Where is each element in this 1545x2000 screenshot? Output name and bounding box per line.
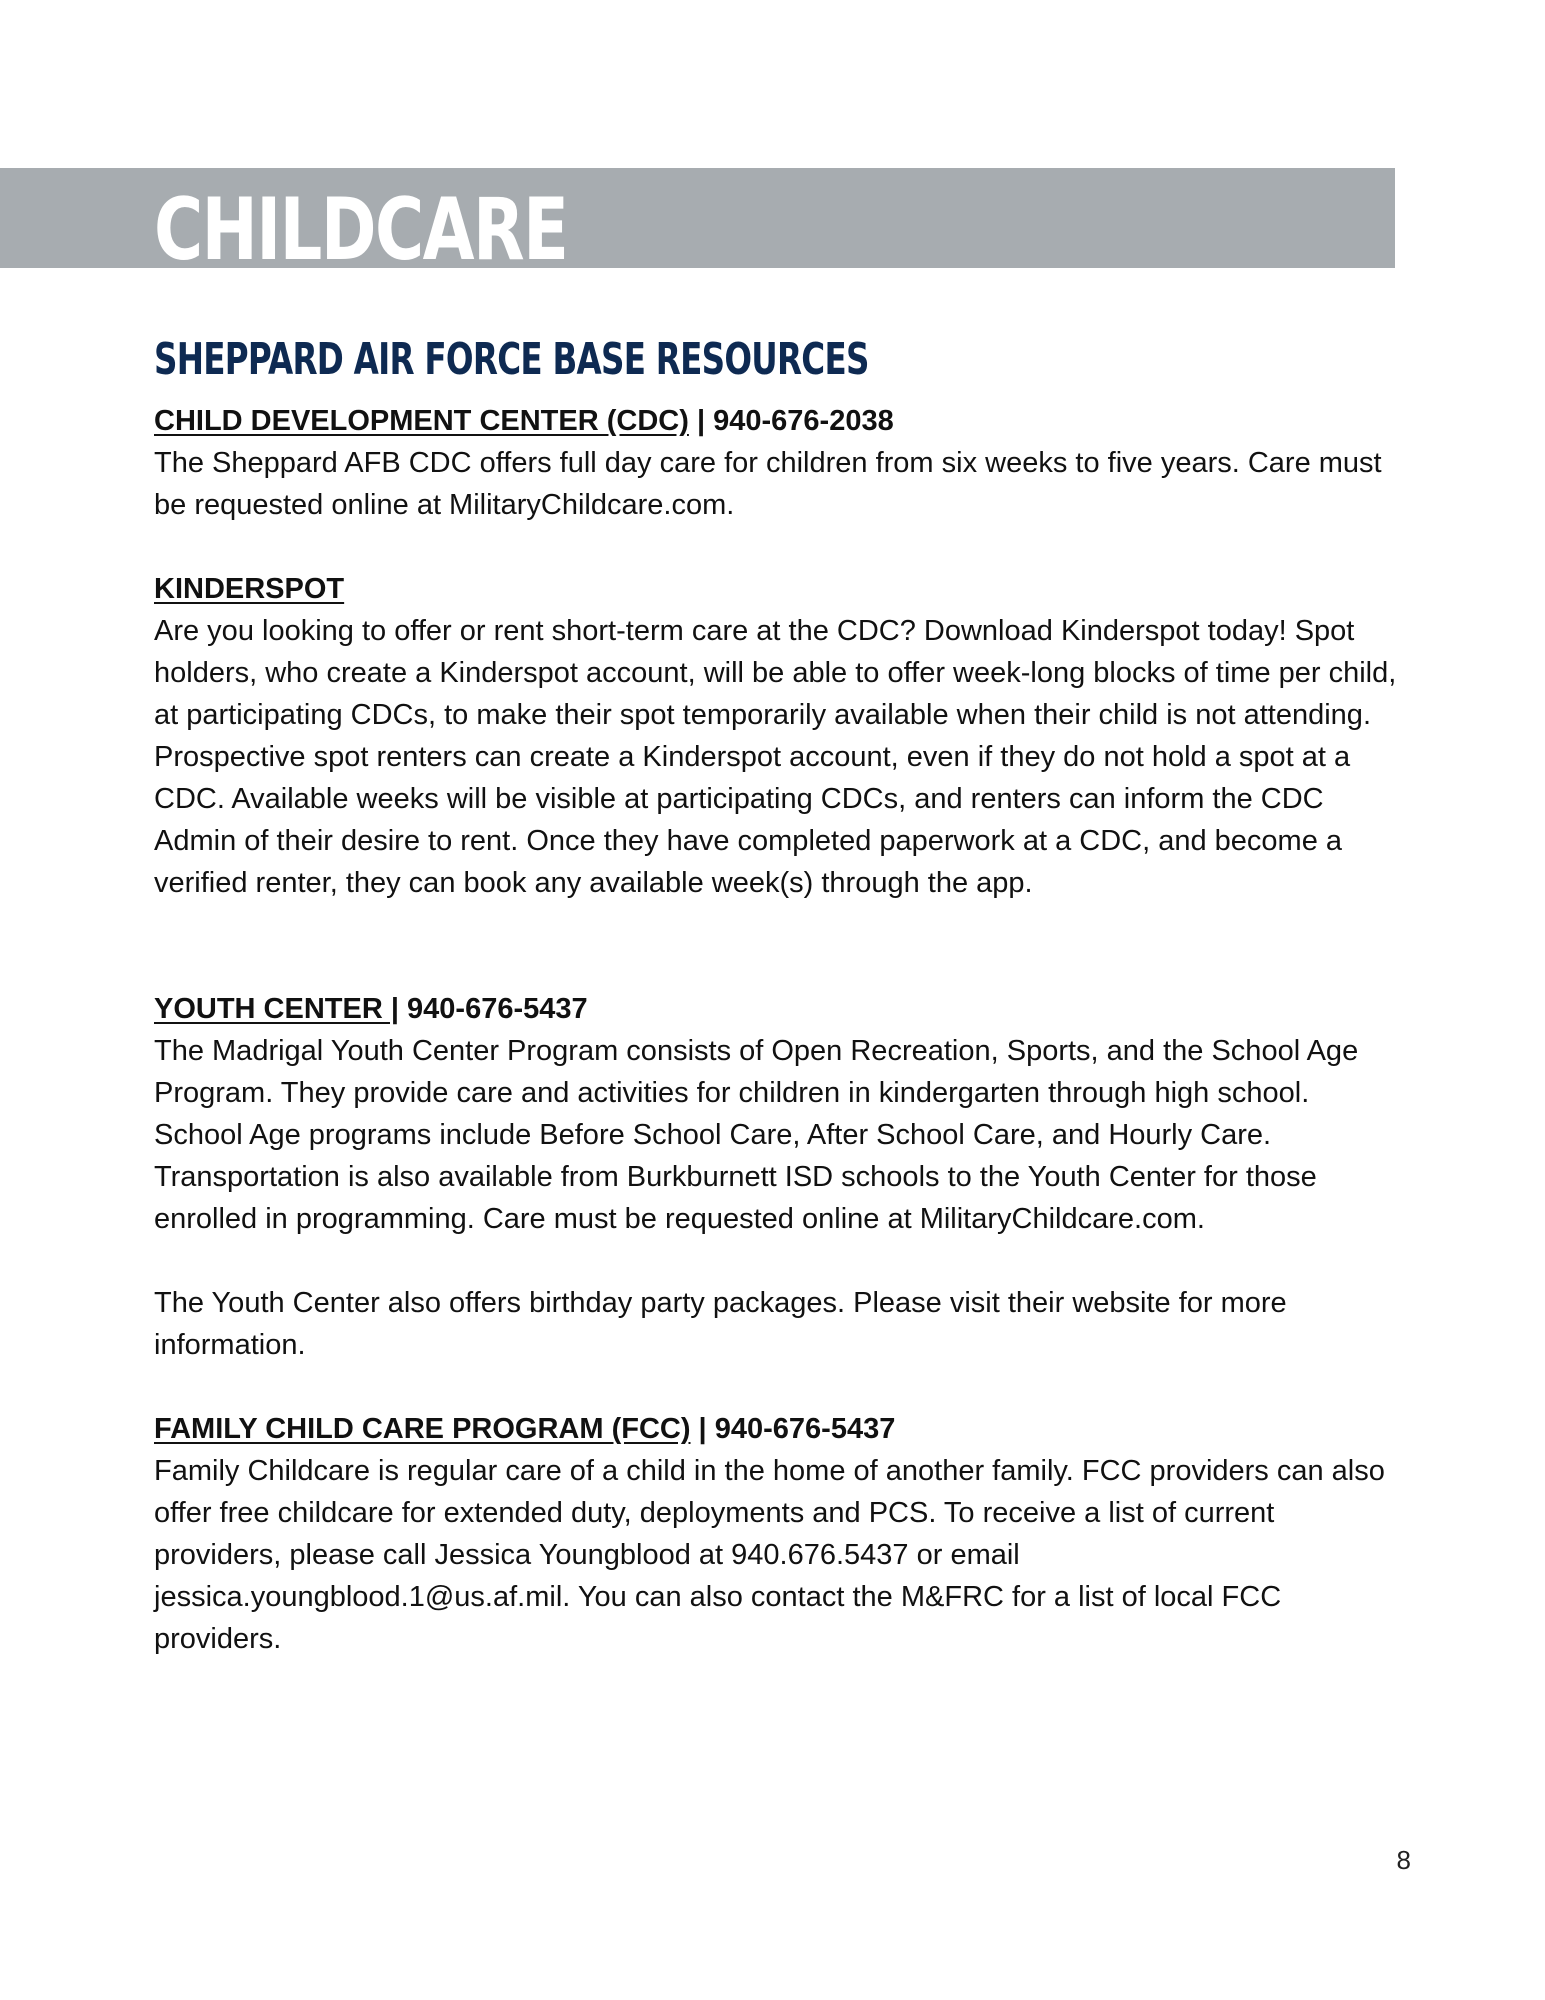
page-title: CHILDCARE [154, 180, 568, 280]
entry-cdc [154, 400, 1399, 526]
entry-heading [154, 400, 1399, 442]
entry-description: Family Childcare is regular care of a child in the home of another family. FCC providers can also offer free childcare for extended duty, deployments and PCS. To receive a list of current providers, please call Jessica Youngblood at 940.676.5437 or email jessica.youngblood.1@us.af.mil. You can also contact the M&FRC for a list of local FCC providers. [154, 1455, 1385, 1655]
entry-title-kinderspot: KINDERSPOT [154, 573, 345, 605]
entry-heading [154, 568, 1399, 610]
entry-description: The Sheppard AFB CDC offers full day care for children from six weeks to five years. Care must be requested online at MilitaryChildcare.com. [154, 447, 1382, 521]
entry-heading [154, 988, 1399, 1030]
entry-fcc [154, 1408, 1399, 1660]
entry-title-youth-center: YOUTH CENTER | [154, 993, 399, 1025]
entry-heading [154, 1408, 1399, 1450]
page-number: 8 [1396, 1845, 1411, 1875]
phone-fcc: 940-676-5437 [714, 1413, 896, 1445]
entry-title-fcc: FAMILY CHILD CARE PROGRAM (FCC) [154, 1413, 691, 1445]
entry-title-cdc: CHILD DEVELOPMENT CENTER (CDC) [154, 405, 689, 437]
phone-cdc: 940-676-2038 [713, 405, 894, 437]
resource-list [154, 400, 1399, 1660]
entry-description: The Madrigal Youth Center Program consists of Open Recreation, Sports, and the School Age Program. They provide care and activities for children in kindergarten through high school. School Age programs include Before School Care, After School Care, and Hourly Care. Transportation is also available from Burkburnett ISD schools to the Youth Center for those enrolled in programming. Care must be requested online at MilitaryChildcare.com. [154, 1035, 1359, 1235]
heading-separator [399, 993, 407, 1025]
entry-kinderspot [154, 568, 1399, 904]
phone-youth-center: 940-676-5437 [407, 993, 588, 1025]
entry-youth-center [154, 988, 1399, 1366]
entry-description-birthday: The Youth Center also offers birthday party packages. Please visit their website for more information. [154, 1287, 1287, 1361]
heading-separator: | [688, 405, 714, 437]
heading-separator: | [690, 1413, 715, 1445]
entry-description: Are you looking to offer or rent short-term care at the CDC? Download Kinderspot today! Spot holders, who create a Kinderspot account, will be able to offer week-long blocks of time per child, at participating CDCs, to make their spot temporarily available when their child is not attending. Prospective spot renters can create a Kinderspot account, even if they do not hold a spot at a CDC. Available weeks will be visible at participating CDCs, and renters can inform the CDC Admin of their desire to rent. Once they have completed paperwork at a CDC, and become a verified renter, they can book any available week(s) through the app. [154, 615, 1397, 899]
section-heading: SHEPPARD AIR FORCE BASE RESOURCES [154, 334, 869, 385]
